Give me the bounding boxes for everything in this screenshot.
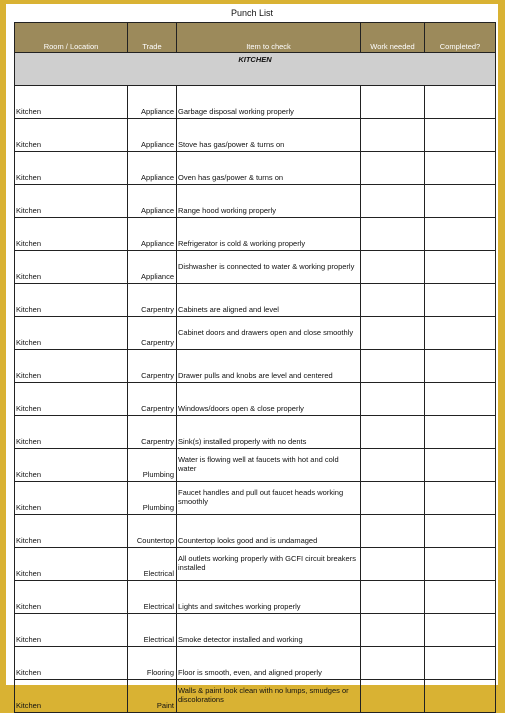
trade-cell: Countertop [128, 515, 177, 548]
header-row [15, 23, 496, 53]
section-label: KITCHEN [15, 53, 496, 86]
room-cell: Kitchen [15, 86, 128, 119]
trade-cell: Carpentry [128, 317, 177, 350]
completed-cell[interactable] [425, 614, 496, 647]
table-row [15, 614, 496, 647]
item-cell: Walls & paint look clean with no lumps, smudges or discolorations [177, 680, 361, 713]
work-needed-cell[interactable] [361, 350, 425, 383]
completed-cell[interactable] [425, 449, 496, 482]
work-needed-cell[interactable] [361, 647, 425, 680]
work-needed-cell[interactable] [361, 449, 425, 482]
item-cell: All outlets working properly with GCFI circuit breakers installed [177, 548, 361, 581]
work-needed-cell[interactable] [361, 251, 425, 284]
room-cell: Kitchen [15, 383, 128, 416]
room-cell: Kitchen [15, 515, 128, 548]
item-cell: Dishwasher is connected to water & working properly [177, 251, 361, 284]
item-cell: Countertop looks good and is undamaged [177, 515, 361, 548]
completed-cell[interactable] [425, 680, 496, 713]
item-cell: Refrigerator is cold & working properly [177, 218, 361, 251]
table-row [15, 416, 496, 449]
item-cell: Oven has gas/power & turns on [177, 152, 361, 185]
work-needed-cell[interactable] [361, 86, 425, 119]
table-row [15, 152, 496, 185]
completed-cell[interactable] [425, 119, 496, 152]
room-cell: Kitchen [15, 647, 128, 680]
trade-cell: Appliance [128, 185, 177, 218]
trade-cell: Carpentry [128, 284, 177, 317]
item-cell: Floor is smooth, even, and aligned properly [177, 647, 361, 680]
completed-cell[interactable] [425, 86, 496, 119]
header-room: Room / Location [15, 23, 128, 53]
room-cell: Kitchen [15, 284, 128, 317]
section-row [15, 53, 496, 86]
trade-cell: Electrical [128, 581, 177, 614]
room-cell: Kitchen [15, 449, 128, 482]
item-cell: Drawer pulls and knobs are level and centered [177, 350, 361, 383]
completed-cell[interactable] [425, 647, 496, 680]
table-row [15, 515, 496, 548]
trade-cell: Flooring [128, 647, 177, 680]
item-cell: Windows/doors open & close properly [177, 383, 361, 416]
table-row [15, 218, 496, 251]
item-cell: Stove has gas/power & turns on [177, 119, 361, 152]
completed-cell[interactable] [425, 515, 496, 548]
work-needed-cell[interactable] [361, 218, 425, 251]
table-row [15, 647, 496, 680]
completed-cell[interactable] [425, 185, 496, 218]
table-row [15, 119, 496, 152]
table-row [15, 284, 496, 317]
trade-cell: Appliance [128, 218, 177, 251]
item-cell: Cabinet doors and drawers open and close smoothly [177, 317, 361, 350]
completed-cell[interactable] [425, 581, 496, 614]
header-work-needed: Work needed [361, 23, 425, 53]
punch-list-table [14, 22, 496, 713]
item-cell: Faucet handles and pull out faucet heads working smoothly [177, 482, 361, 515]
trade-cell: Appliance [128, 119, 177, 152]
completed-cell[interactable] [425, 152, 496, 185]
header-trade: Trade [128, 23, 177, 53]
table-row [15, 680, 496, 713]
header-item: Item to check [177, 23, 361, 53]
room-cell: Kitchen [15, 416, 128, 449]
table-row [15, 548, 496, 581]
work-needed-cell[interactable] [361, 548, 425, 581]
trade-cell: Carpentry [128, 383, 177, 416]
room-cell: Kitchen [15, 185, 128, 218]
trade-cell: Plumbing [128, 482, 177, 515]
room-cell: Kitchen [15, 581, 128, 614]
completed-cell[interactable] [425, 548, 496, 581]
completed-cell[interactable] [425, 317, 496, 350]
work-needed-cell[interactable] [361, 581, 425, 614]
completed-cell[interactable] [425, 350, 496, 383]
work-needed-cell[interactable] [361, 185, 425, 218]
room-cell: Kitchen [15, 251, 128, 284]
item-cell: Garbage disposal working properly [177, 86, 361, 119]
room-cell: Kitchen [15, 119, 128, 152]
trade-cell: Carpentry [128, 350, 177, 383]
work-needed-cell[interactable] [361, 152, 425, 185]
room-cell: Kitchen [15, 680, 128, 713]
trade-cell: Paint [128, 680, 177, 713]
room-cell: Kitchen [15, 317, 128, 350]
item-cell: Smoke detector installed and working [177, 614, 361, 647]
room-cell: Kitchen [15, 218, 128, 251]
item-cell: Water is flowing well at faucets with hot and cold water [177, 449, 361, 482]
table-row [15, 86, 496, 119]
trade-cell: Appliance [128, 152, 177, 185]
trade-cell: Plumbing [128, 449, 177, 482]
work-needed-cell[interactable] [361, 119, 425, 152]
room-cell: Kitchen [15, 548, 128, 581]
table-row [15, 383, 496, 416]
table-row [15, 185, 496, 218]
completed-cell[interactable] [425, 284, 496, 317]
room-cell: Kitchen [15, 482, 128, 515]
work-needed-cell[interactable] [361, 416, 425, 449]
header-completed: Completed? [425, 23, 496, 53]
item-cell: Range hood working properly [177, 185, 361, 218]
work-needed-cell[interactable] [361, 515, 425, 548]
trade-cell: Appliance [128, 86, 177, 119]
item-cell: Cabinets are aligned and level [177, 284, 361, 317]
work-needed-cell[interactable] [361, 284, 425, 317]
work-needed-cell[interactable] [361, 317, 425, 350]
trade-cell: Appliance [128, 251, 177, 284]
completed-cell[interactable] [425, 383, 496, 416]
trade-cell: Electrical [128, 548, 177, 581]
completed-cell[interactable] [425, 416, 496, 449]
table-row [15, 317, 496, 350]
page-title: Punch List [230, 8, 274, 18]
table-row [15, 482, 496, 515]
trade-cell: Electrical [128, 614, 177, 647]
table-row [15, 581, 496, 614]
punch-list-sheet [6, 4, 498, 710]
completed-cell[interactable] [425, 218, 496, 251]
work-needed-cell[interactable] [361, 614, 425, 647]
item-cell: Sink(s) installed properly with no dents [177, 416, 361, 449]
table-row [15, 251, 496, 284]
work-needed-cell[interactable] [361, 383, 425, 416]
room-cell: Kitchen [15, 152, 128, 185]
table-row [15, 350, 496, 383]
completed-cell[interactable] [425, 251, 496, 284]
completed-cell[interactable] [425, 482, 496, 515]
room-cell: Kitchen [15, 350, 128, 383]
table-row [15, 449, 496, 482]
item-cell: Lights and switches working properly [177, 581, 361, 614]
trade-cell: Carpentry [128, 416, 177, 449]
work-needed-cell[interactable] [361, 680, 425, 713]
work-needed-cell[interactable] [361, 482, 425, 515]
room-cell: Kitchen [15, 614, 128, 647]
